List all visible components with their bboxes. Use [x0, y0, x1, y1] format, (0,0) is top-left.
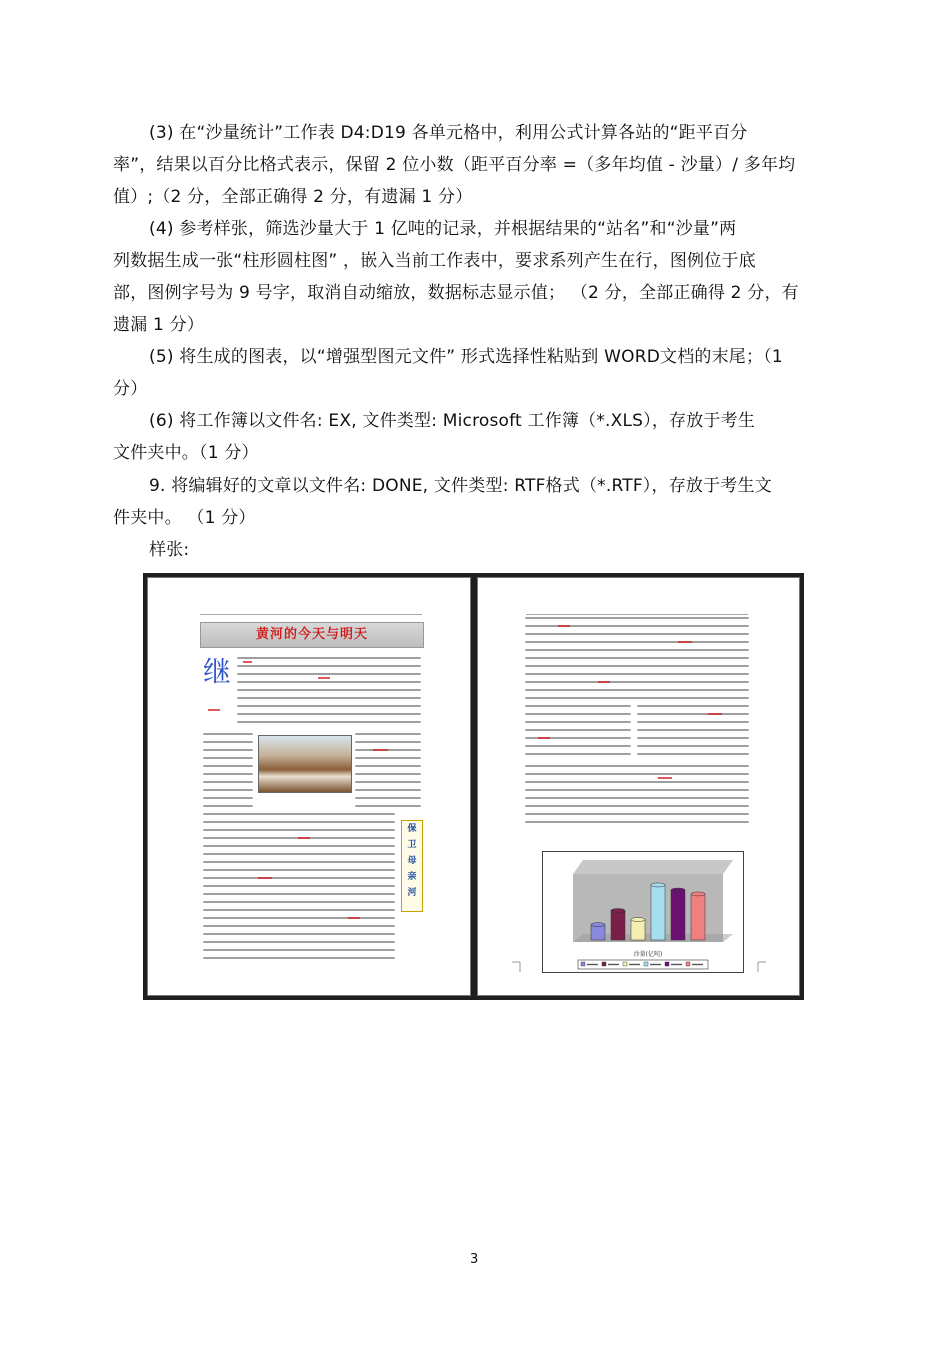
legend-swatch: [602, 962, 606, 966]
text-line: 列数据生成一张“柱形圆柱图” ，嵌入当前工作表中，要求系列产生在行，图例位于底: [113, 251, 756, 271]
chart-bar-top: [671, 888, 685, 892]
sample-image: [143, 573, 804, 1000]
text-line: (3) 在“沙量统计”工作表 D4:D19 各单元格中，利用公式计算各站的“距平百分: [149, 123, 748, 143]
text-line: 值）;（2 分，全部正确得 2 分，有遗漏 1 分）: [113, 187, 473, 207]
legend-swatch: [686, 962, 690, 966]
chart-svg: [543, 852, 743, 972]
chart-bar: [591, 925, 605, 940]
sample-chart: [542, 851, 744, 973]
text-line: (6) 将工作簿以文件名: EX, 文件类型: Microsoft 工作簿（*.XLS），存放于考生: [149, 411, 756, 431]
text-line: 文件夹中。（1 分）: [113, 443, 259, 463]
instruction-q9: [113, 470, 841, 534]
text-line: (5) 将生成的图表，以“增强型图元文件” 形式选择性粘贴到 WORD文档的末尾；（1: [149, 347, 783, 367]
vertical-text-box: 保 卫 母 亲 河: [401, 820, 423, 912]
article-title: 黄河的今天与明天: [200, 622, 424, 648]
sample-page-right: [477, 577, 800, 996]
instruction-q6: [113, 405, 841, 469]
chart-bar: [631, 920, 645, 940]
sample-label: [113, 534, 841, 566]
sample-label-text: 样张:: [149, 540, 190, 560]
chart-bar-top: [591, 923, 605, 927]
text-line: 分）: [113, 379, 148, 399]
legend-swatch: [581, 962, 585, 966]
text-line: 率”，结果以百分比格式表示，保留 2 位小数（距平百分率 =（多年均值 - 沙量）/ 多年均: [113, 155, 796, 175]
chart-bar: [651, 885, 665, 940]
text-line: (4) 参考样张，筛选沙量大于 1 亿吨的记录，并根据结果的“站名”和“沙量”两: [149, 219, 737, 239]
instruction-q3: [113, 117, 841, 213]
chart-bar-top: [691, 892, 705, 896]
chart-bar: [691, 894, 705, 940]
dropcap-letter: 继: [203, 655, 232, 688]
waterfall-photo: [258, 735, 352, 793]
legend-swatch: [644, 962, 648, 966]
chart-bar: [611, 911, 625, 940]
chart-bar-top: [611, 909, 625, 913]
chart-bar-top: [651, 883, 665, 887]
page-number: 3: [470, 1252, 479, 1267]
chart-bar-top: [631, 918, 645, 922]
text-line: 遗漏 1 分）: [113, 315, 205, 335]
text-line: 部，图例字号为 9 号字，取消自动缩放，数据标志显示值； （2 分，全部正确得 2 分，有: [113, 283, 799, 303]
text-line: 9. 将编辑好的文章以文件名: DONE, 文件类型: RTF格式（*.RTF），存放于考生文: [149, 476, 772, 496]
chart-bar: [671, 890, 685, 940]
instruction-q4: [113, 213, 841, 341]
legend-swatch: [623, 962, 627, 966]
chart-x-label: 沙量(亿吨): [633, 951, 663, 958]
legend-swatch: [665, 962, 669, 966]
instruction-q5: [113, 341, 841, 405]
text-line: 件夹中。 （1 分）: [113, 508, 256, 528]
sample-page-left: [147, 577, 471, 996]
